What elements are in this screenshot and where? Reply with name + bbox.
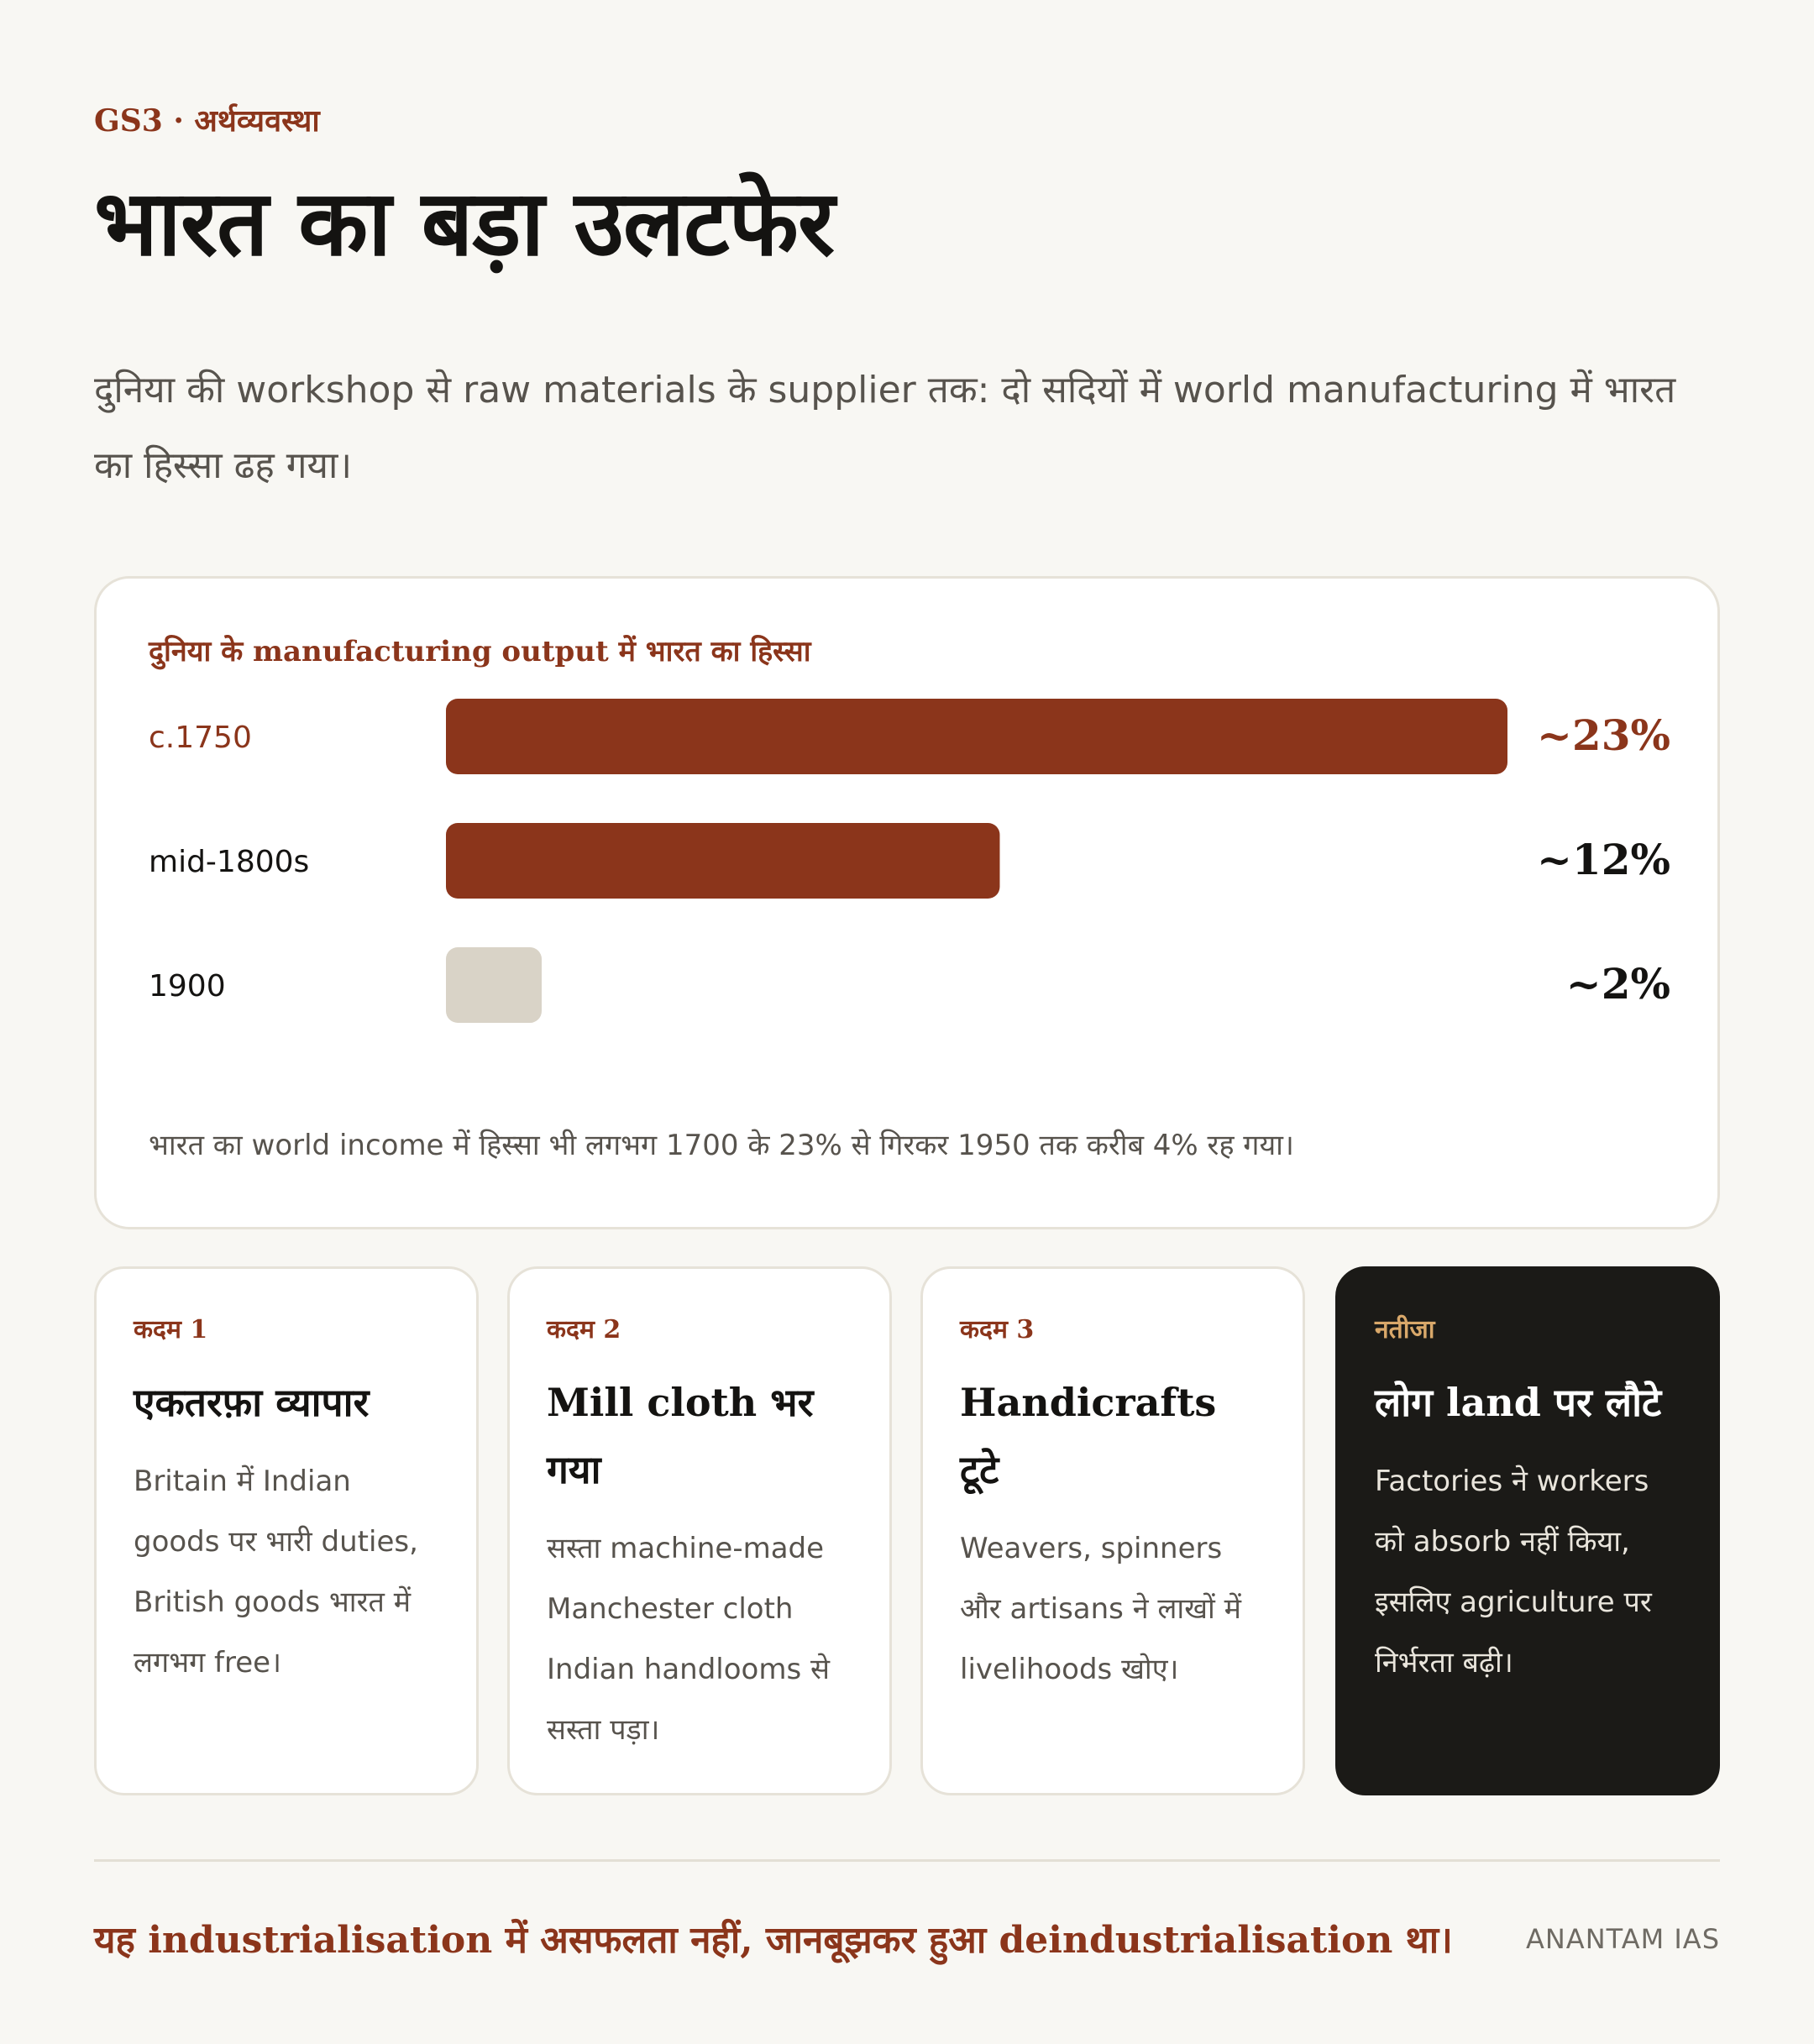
category-label: mid-1800s	[149, 845, 310, 879]
step-text: Factories ने workers को absorb नहीं किया, इसलिए agriculture पर निर्भरता बढ़ी।	[1375, 1465, 1652, 1680]
step-card-1	[94, 1266, 479, 1795]
chart-card	[94, 576, 1720, 1229]
chart-note: भारत का world income में हिस्सा भी लगभग 1700 के 23% से गिरकर 1950 तक करीब 4% रह गया।	[149, 1129, 1294, 1162]
step-text: Weavers, spinners और artisans ने लाखों में livelihoods खोए।	[960, 1532, 1241, 1686]
value-label: ~2%	[1565, 959, 1670, 1009]
step-tag: कदम 2	[547, 1315, 621, 1344]
step-card-2	[507, 1266, 892, 1795]
step-text: Britain में Indian goods पर भारी duties, British goods भारत में लगभग free।	[134, 1465, 418, 1680]
value-label: ~23%	[1537, 710, 1670, 760]
step-tag: नतीजा	[1375, 1315, 1435, 1344]
category-label: c.1750	[149, 721, 252, 755]
step-tag: कदम 3	[960, 1315, 1035, 1344]
result-card	[1335, 1266, 1720, 1795]
step-tag: कदम 1	[134, 1315, 208, 1344]
page-subtitle: दुनिया की workshop से raw materials के supplier तक: दो सदियों में world manufacturing में भारत का हिस्सा ढह गया।	[94, 369, 1676, 487]
steps-row	[94, 1266, 1720, 1795]
bar	[446, 823, 999, 899]
category-label: 1900	[149, 969, 226, 1004]
step-title: एकतरफ़ा व्यापार	[134, 1380, 370, 1425]
step-title: Mill cloth भर गया	[547, 1380, 814, 1492]
page-title: भारत का बड़ा उलटफेर	[94, 171, 835, 276]
value-label: ~12%	[1537, 835, 1670, 884]
bar-chart	[97, 579, 1722, 1099]
brand-label: ANANTAM IAS	[1525, 1923, 1720, 1955]
footer-conclusion: यह industrialisation में असफलता नहीं, जानबूझकर हुआ deindustrialisation था।	[94, 1919, 1453, 1962]
divider	[94, 1859, 1720, 1862]
step-title: Handicrafts टूटे	[960, 1380, 1217, 1492]
step-text: सस्ता machine-made Manchester cloth Indian handlooms से सस्ता पड़ा।	[547, 1532, 830, 1747]
bar	[446, 947, 542, 1023]
step-title: लोग land पर लौटे	[1375, 1380, 1662, 1425]
bar	[446, 699, 1507, 774]
section-kicker: GS3 · अर्थव्यवस्था	[94, 103, 320, 139]
chart-title: दुनिया के manufacturing output में भारत का हिस्सा	[149, 635, 811, 668]
step-card-3	[920, 1266, 1305, 1795]
